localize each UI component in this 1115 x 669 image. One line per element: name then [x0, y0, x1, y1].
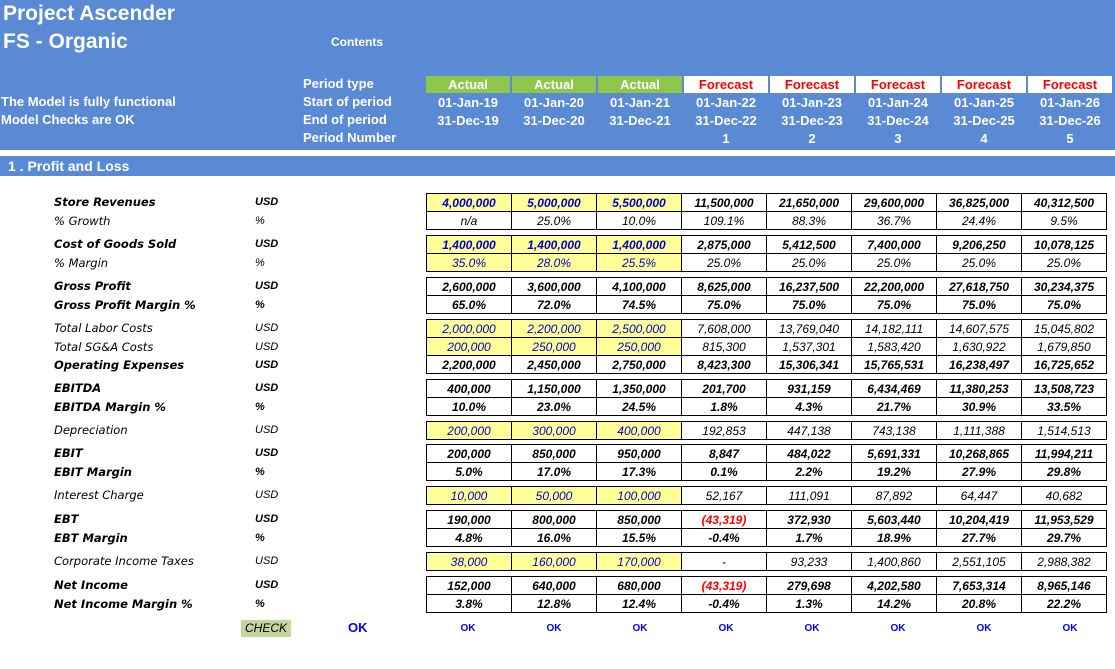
- value-cell: 680,000: [597, 577, 682, 595]
- value-cell: 111,091: [767, 487, 852, 505]
- row-label: EBIT Margin: [54, 464, 132, 479]
- value-cell: 10,204,419: [937, 511, 1022, 529]
- period-start-cell: 01-Jan-20: [524, 95, 584, 110]
- value-cell: 20.8%: [937, 595, 1022, 613]
- value-cell: 14,182,111: [852, 320, 937, 338]
- value-cell: 815,300: [682, 338, 767, 356]
- row-label: Net Income: [54, 578, 128, 592]
- period-type-cell: Actual: [512, 76, 596, 93]
- value-cell: 75.0%: [767, 296, 852, 314]
- value-cell: 9,206,250: [937, 236, 1022, 254]
- input-cell[interactable]: 35.0%: [427, 254, 512, 272]
- overall-check-status: OK: [348, 620, 368, 635]
- value-cell: 27,618,750: [937, 278, 1022, 296]
- value-cell: 850,000: [512, 445, 597, 463]
- value-cell: 743,138: [852, 422, 937, 440]
- value-cell: 27.9%: [937, 463, 1022, 481]
- value-cell: 25.0%: [852, 254, 937, 272]
- input-cell[interactable]: 1,400,000: [427, 236, 512, 254]
- period-end-cell: 31-Dec-21: [609, 113, 671, 128]
- value-cell: 2,600,000: [427, 278, 512, 296]
- row-label: Cost of Goods Sold: [54, 237, 177, 251]
- row-label: Net Income Margin %: [54, 596, 193, 611]
- row-unit: USD: [255, 196, 279, 208]
- value-cell: 4,100,000: [597, 278, 682, 296]
- input-cell[interactable]: 50,000: [512, 487, 597, 505]
- row-label: Total SG&A Costs: [54, 339, 154, 354]
- value-cell: 201,700: [682, 380, 767, 398]
- value-cell: 279,698: [767, 577, 852, 595]
- table-row: [427, 254, 1107, 272]
- row-label: EBIT: [54, 446, 83, 460]
- start-of-period-label: Start of period: [303, 94, 392, 109]
- value-cell: (43,319): [682, 577, 767, 595]
- row-unit: USD: [255, 322, 279, 334]
- input-cell[interactable]: 1,400,000: [512, 236, 597, 254]
- value-cell: 1,111,388: [937, 422, 1022, 440]
- value-cell: 5.0%: [427, 463, 512, 481]
- value-cell: 484,022: [767, 445, 852, 463]
- table-row: [427, 577, 1107, 595]
- input-cell[interactable]: 300,000: [512, 422, 597, 440]
- row-label: Interest Charge: [54, 488, 144, 502]
- value-cell: 29,600,000: [852, 194, 937, 212]
- value-cell: 1,583,420: [852, 338, 937, 356]
- value-cell: 33.5%: [1022, 398, 1107, 416]
- value-cell: 16,725,652: [1022, 356, 1107, 374]
- value-cell: 931,159: [767, 380, 852, 398]
- value-cell: 372,930: [767, 511, 852, 529]
- row-label: EBT: [54, 512, 79, 526]
- pl-block: [426, 235, 1107, 272]
- check-ok-cell: OK: [632, 623, 648, 634]
- table-row: [427, 236, 1107, 254]
- value-cell: 75.0%: [937, 296, 1022, 314]
- value-cell: 13,508,723: [1022, 380, 1107, 398]
- input-cell[interactable]: 250,000: [597, 338, 682, 356]
- value-cell: 800,000: [512, 511, 597, 529]
- pl-block: [426, 486, 1107, 505]
- period-number-cell: 3: [894, 131, 902, 146]
- period-type-cell: Forecast: [1028, 76, 1112, 93]
- value-cell: 14,607,575: [937, 320, 1022, 338]
- check-ok-cell: OK: [460, 623, 476, 634]
- table-row: [427, 553, 1107, 571]
- pl-block: [426, 379, 1107, 416]
- value-cell: 3.8%: [427, 595, 512, 613]
- value-cell: 4.3%: [767, 398, 852, 416]
- input-cell[interactable]: 2,500,000: [597, 320, 682, 338]
- value-cell: 8,625,000: [682, 278, 767, 296]
- row-unit: %: [255, 465, 265, 478]
- value-cell: n/a: [427, 212, 512, 230]
- value-cell: 8,423,300: [682, 356, 767, 374]
- table-row: [427, 422, 1107, 440]
- value-cell: 7,608,000: [682, 320, 767, 338]
- value-cell: 15.5%: [597, 529, 682, 547]
- value-cell: 17.0%: [512, 463, 597, 481]
- value-cell: -: [682, 553, 767, 571]
- value-cell: 9.5%: [1022, 212, 1107, 230]
- value-cell: 22,200,000: [852, 278, 937, 296]
- table-row: [427, 320, 1107, 338]
- input-cell[interactable]: 1,400,000: [597, 236, 682, 254]
- table-row: [427, 398, 1107, 416]
- value-cell: 2,551,105: [937, 553, 1022, 571]
- period-end-cell: 31-Dec-25: [953, 113, 1015, 128]
- period-type-cell: Actual: [598, 76, 682, 93]
- value-cell: 17.3%: [597, 463, 682, 481]
- table-row: [427, 278, 1107, 296]
- row-label: Operating Expenses: [54, 358, 185, 372]
- value-cell: 72.0%: [512, 296, 597, 314]
- row-unit: USD: [255, 238, 279, 250]
- table-row: [427, 296, 1107, 314]
- table-row: [427, 511, 1107, 529]
- row-unit: USD: [255, 424, 279, 436]
- row-unit: USD: [255, 489, 279, 501]
- pl-block: [426, 193, 1107, 230]
- value-cell: 5,691,331: [852, 445, 937, 463]
- value-cell: 40,312,500: [1022, 194, 1107, 212]
- input-cell[interactable]: 5,500,000: [597, 194, 682, 212]
- value-cell: 15,765,531: [852, 356, 937, 374]
- value-cell: 109.1%: [682, 212, 767, 230]
- row-unit: USD: [255, 359, 279, 371]
- row-unit: USD: [255, 579, 279, 591]
- value-cell: 5,412,500: [767, 236, 852, 254]
- value-cell: -0.4%: [682, 529, 767, 547]
- value-cell: 2,988,382: [1022, 553, 1107, 571]
- period-number-cell: 4: [980, 131, 988, 146]
- value-cell: 190,000: [427, 511, 512, 529]
- value-cell: 1.8%: [682, 398, 767, 416]
- period-start-cell: 01-Jan-25: [954, 95, 1014, 110]
- value-cell: 7,400,000: [852, 236, 937, 254]
- value-cell: 2,200,000: [427, 356, 512, 374]
- value-cell: 21,650,000: [767, 194, 852, 212]
- value-cell: 30.9%: [937, 398, 1022, 416]
- value-cell: 74.5%: [597, 296, 682, 314]
- pl-block: [426, 444, 1107, 481]
- period-number-cell: 1: [722, 131, 730, 146]
- value-cell: 24.4%: [937, 212, 1022, 230]
- period-type-cell: Forecast: [684, 76, 768, 93]
- value-cell: 21.7%: [852, 398, 937, 416]
- model-status-functional: The Model is fully functional: [1, 94, 176, 109]
- value-cell: 36.7%: [852, 212, 937, 230]
- row-unit: USD: [255, 340, 279, 353]
- value-cell: 25.0%: [512, 212, 597, 230]
- value-cell: 950,000: [597, 445, 682, 463]
- value-cell: 25.0%: [1022, 254, 1107, 272]
- period-end-cell: 31-Dec-22: [695, 113, 757, 128]
- value-cell: 1,514,513: [1022, 422, 1107, 440]
- value-cell: 1.3%: [767, 595, 852, 613]
- value-cell: 29.7%: [1022, 529, 1107, 547]
- value-cell: 1,150,000: [512, 380, 597, 398]
- row-unit: USD: [255, 513, 279, 525]
- value-cell: 64,447: [937, 487, 1022, 505]
- value-cell: 12.4%: [597, 595, 682, 613]
- value-cell: 40,682: [1022, 487, 1107, 505]
- period-end-cell: 31-Dec-24: [867, 113, 929, 128]
- value-cell: 2,875,000: [682, 236, 767, 254]
- check-ok-cell: OK: [546, 623, 562, 634]
- value-cell: 7,653,314: [937, 577, 1022, 595]
- value-cell: 10.0%: [597, 212, 682, 230]
- value-cell: 16.0%: [512, 529, 597, 547]
- value-cell: -0.4%: [682, 595, 767, 613]
- value-cell: 850,000: [597, 511, 682, 529]
- value-cell: 25.0%: [682, 254, 767, 272]
- row-label: Total Labor Costs: [54, 321, 153, 335]
- row-label: Gross Profit: [54, 279, 131, 293]
- section-title: 1 . Profit and Loss: [8, 158, 130, 174]
- period-type-cell: Forecast: [942, 76, 1026, 93]
- pl-block: [426, 319, 1107, 374]
- input-cell[interactable]: 170,000: [597, 553, 682, 571]
- pl-block: [426, 552, 1107, 571]
- value-cell: 11,994,211: [1022, 445, 1107, 463]
- period-start-cell: 01-Jan-26: [1040, 95, 1100, 110]
- input-cell[interactable]: 10,000: [427, 487, 512, 505]
- value-cell: 15,045,802: [1022, 320, 1107, 338]
- value-cell: 13,769,040: [767, 320, 852, 338]
- value-cell: 2.2%: [767, 463, 852, 481]
- value-cell: 93,233: [767, 553, 852, 571]
- value-cell: 200,000: [427, 445, 512, 463]
- value-cell: 11,380,253: [937, 380, 1022, 398]
- row-unit: %: [255, 298, 265, 311]
- value-cell: 8,847: [682, 445, 767, 463]
- row-unit: USD: [255, 555, 279, 567]
- value-cell: 16,238,497: [937, 356, 1022, 374]
- input-cell[interactable]: 100,000: [597, 487, 682, 505]
- value-cell: 87,892: [852, 487, 937, 505]
- value-cell: 192,853: [682, 422, 767, 440]
- table-row: [427, 380, 1107, 398]
- value-cell: 11,500,000: [682, 194, 767, 212]
- value-cell: (43,319): [682, 511, 767, 529]
- value-cell: 27.7%: [937, 529, 1022, 547]
- check-ok-cell: OK: [718, 623, 734, 634]
- value-cell: 3,600,000: [512, 278, 597, 296]
- table-row: [427, 487, 1107, 505]
- value-cell: 640,000: [512, 577, 597, 595]
- value-cell: 152,000: [427, 577, 512, 595]
- row-label: % Margin: [54, 255, 109, 270]
- value-cell: 25.0%: [937, 254, 1022, 272]
- period-start-cell: 01-Jan-24: [868, 95, 928, 110]
- row-unit: %: [255, 597, 265, 610]
- section-header: [0, 156, 1115, 176]
- period-type-label: Period type: [303, 76, 374, 91]
- pl-block: [426, 421, 1107, 440]
- value-cell: 52,167: [682, 487, 767, 505]
- row-label: EBITDA Margin %: [54, 399, 166, 414]
- row-unit: USD: [255, 447, 279, 459]
- value-cell: 30,234,375: [1022, 278, 1107, 296]
- period-number-label: Period Number: [303, 130, 397, 145]
- value-cell: 5,603,440: [852, 511, 937, 529]
- input-cell[interactable]: 400,000: [597, 422, 682, 440]
- page-subtitle: FS - Organic: [3, 30, 128, 53]
- pl-block: [426, 510, 1107, 547]
- value-cell: 1,537,301: [767, 338, 852, 356]
- value-cell: 1,679,850: [1022, 338, 1107, 356]
- value-cell: 22.2%: [1022, 595, 1107, 613]
- period-end-cell: 31-Dec-20: [523, 113, 585, 128]
- value-cell: 18.9%: [852, 529, 937, 547]
- row-label: EBITDA: [54, 381, 102, 395]
- value-cell: 16,237,500: [767, 278, 852, 296]
- value-cell: 2,450,000: [512, 356, 597, 374]
- input-cell[interactable]: 160,000: [512, 553, 597, 571]
- value-cell: 6,434,469: [852, 380, 937, 398]
- value-cell: 1.7%: [767, 529, 852, 547]
- value-cell: 0.1%: [682, 463, 767, 481]
- period-start-cell: 01-Jan-22: [696, 95, 756, 110]
- pl-block: [426, 277, 1107, 314]
- row-unit: USD: [255, 280, 279, 292]
- input-cell[interactable]: 2,200,000: [512, 320, 597, 338]
- row-label: Corporate Income Taxes: [54, 554, 194, 568]
- value-cell: 2,750,000: [597, 356, 682, 374]
- value-cell: 10.0%: [427, 398, 512, 416]
- value-cell: 65.0%: [427, 296, 512, 314]
- row-unit: %: [255, 400, 265, 413]
- value-cell: 400,000: [427, 380, 512, 398]
- value-cell: 10,268,865: [937, 445, 1022, 463]
- row-unit: %: [255, 214, 265, 227]
- value-cell: 4.8%: [427, 529, 512, 547]
- table-row: [427, 463, 1107, 481]
- check-ok-cell: OK: [976, 623, 992, 634]
- page-title: Project Ascender: [3, 2, 175, 25]
- period-end-cell: 31-Dec-19: [437, 113, 499, 128]
- value-cell: 447,138: [767, 422, 852, 440]
- row-unit: %: [255, 256, 265, 269]
- input-cell[interactable]: 2,000,000: [427, 320, 512, 338]
- period-end-cell: 31-Dec-26: [1039, 113, 1101, 128]
- period-start-cell: 01-Jan-23: [782, 95, 842, 110]
- value-cell: 12.8%: [512, 595, 597, 613]
- value-cell: 14.2%: [852, 595, 937, 613]
- input-cell[interactable]: 25.5%: [597, 254, 682, 272]
- pl-block: [426, 576, 1107, 613]
- period-number-cell: 5: [1066, 131, 1074, 146]
- end-of-period-label: End of period: [303, 112, 387, 127]
- input-cell[interactable]: 200,000: [427, 338, 512, 356]
- model-status-checks: Model Checks are OK: [1, 112, 135, 127]
- value-cell: 1,630,922: [937, 338, 1022, 356]
- value-cell: 23.0%: [512, 398, 597, 416]
- period-number-cell: 2: [808, 131, 816, 146]
- row-label: % Growth: [54, 213, 111, 228]
- value-cell: 25.0%: [767, 254, 852, 272]
- table-row: [427, 212, 1107, 230]
- input-cell[interactable]: 28.0%: [512, 254, 597, 272]
- value-cell: 24.5%: [597, 398, 682, 416]
- value-cell: 1,350,000: [597, 380, 682, 398]
- value-cell: 4,202,580: [852, 577, 937, 595]
- period-start-cell: 01-Jan-19: [438, 95, 498, 110]
- check-ok-cell: OK: [1062, 623, 1078, 634]
- input-cell[interactable]: 250,000: [512, 338, 597, 356]
- value-cell: 36,825,000: [937, 194, 1022, 212]
- input-cell[interactable]: 4,000,000: [427, 194, 512, 212]
- period-type-cell: Forecast: [856, 76, 940, 93]
- value-cell: 15,306,341: [767, 356, 852, 374]
- period-end-cell: 31-Dec-23: [781, 113, 843, 128]
- table-row: [427, 194, 1107, 212]
- value-cell: 75.0%: [682, 296, 767, 314]
- row-label: Gross Profit Margin %: [54, 297, 196, 312]
- row-unit: %: [255, 531, 265, 544]
- row-label: Store Revenues: [54, 195, 156, 209]
- value-cell: 11,953,529: [1022, 511, 1107, 529]
- check-ok-cell: OK: [890, 623, 906, 634]
- check-ok-cell: OK: [804, 623, 820, 634]
- value-cell: 75.0%: [852, 296, 937, 314]
- value-cell: 75.0%: [1022, 296, 1107, 314]
- period-type-cell: Actual: [426, 76, 510, 93]
- input-cell[interactable]: 38,000: [427, 553, 512, 571]
- check-button[interactable]: CHECK: [241, 620, 291, 637]
- table-row: [427, 356, 1107, 374]
- row-label: EBT Margin: [54, 530, 128, 545]
- table-row: [427, 445, 1107, 463]
- period-start-cell: 01-Jan-21: [610, 95, 670, 110]
- value-cell: 29.8%: [1022, 463, 1107, 481]
- table-row: [427, 529, 1107, 547]
- table-row: [427, 595, 1107, 613]
- contents-link[interactable]: Contents: [331, 35, 383, 49]
- input-cell[interactable]: 5,000,000: [512, 194, 597, 212]
- table-row: [427, 338, 1107, 356]
- value-cell: 88.3%: [767, 212, 852, 230]
- value-cell: 10,078,125: [1022, 236, 1107, 254]
- value-cell: 1,400,860: [852, 553, 937, 571]
- row-label: Depreciation: [54, 423, 128, 437]
- row-unit: USD: [255, 382, 279, 394]
- input-cell[interactable]: 200,000: [427, 422, 512, 440]
- period-type-cell: Forecast: [770, 76, 854, 93]
- value-cell: 19.2%: [852, 463, 937, 481]
- value-cell: 8,965,146: [1022, 577, 1107, 595]
